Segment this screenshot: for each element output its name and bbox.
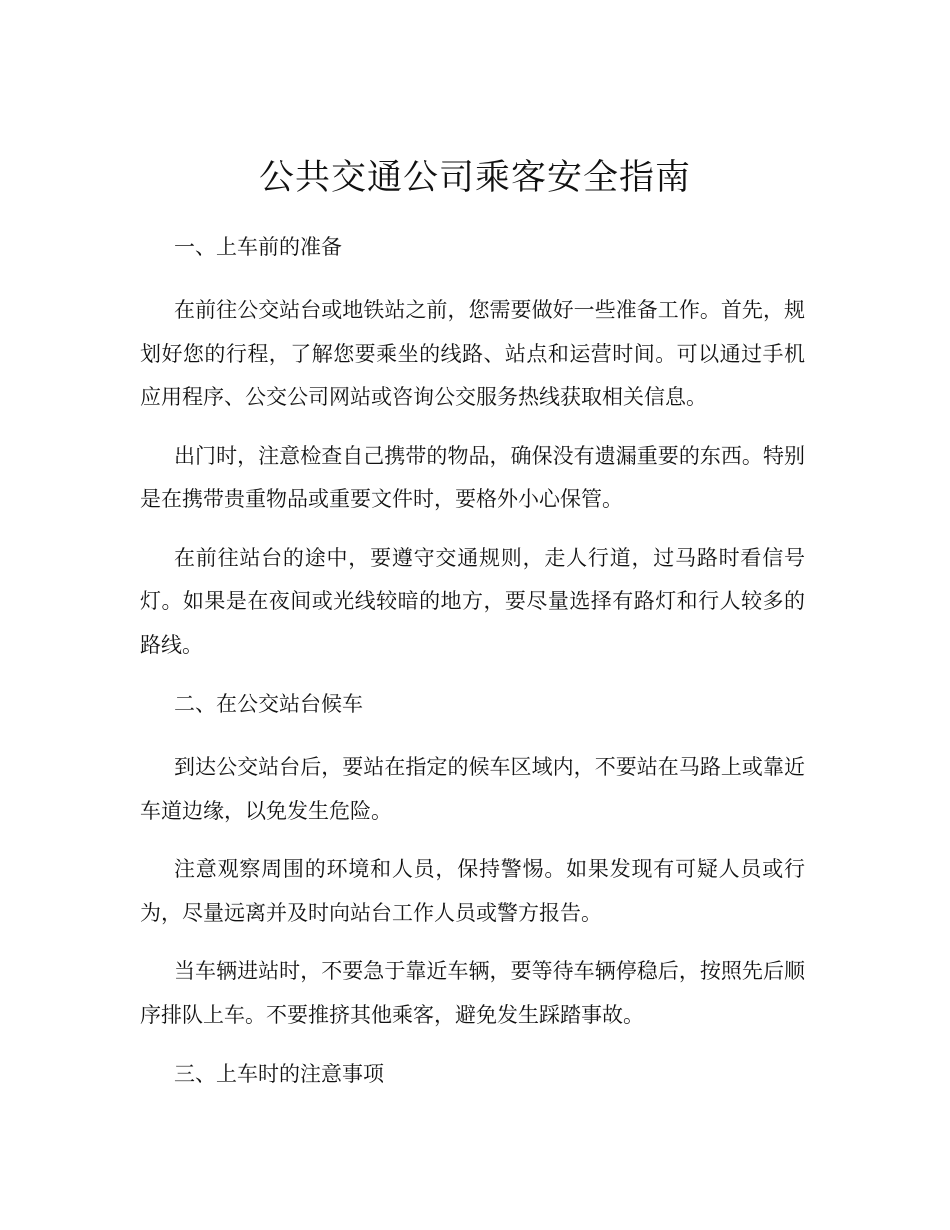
paragraph-1: 在前往公交站台或地铁站之前，您需要做好一些准备工作。首先，规划好您的行程，了解您要乘坐的线路、站点和运营时间。可以通过手机应用程序、公交公司网站或咨询公交服务热线获取相关信息。 — [140, 298, 805, 409]
section-heading-1: 一、上车前的准备 — [174, 235, 342, 259]
section-heading-2: 二、在公交站台候车 — [174, 692, 363, 716]
document-title: 公共交通公司乘客安全指南 — [258, 158, 691, 198]
section-heading-3: 三、上车时的注意事项 — [174, 1062, 384, 1086]
paragraph-3: 在前往站台的途中，要遵守交通规则，走人行道，过马路时看信号灯。如果是在夜间或光线较暗的地方，要尽量选择有路灯和行人较多的路线。 — [140, 545, 805, 657]
paragraph-2: 出门时，注意检查自己携带的物品，确保没有遗漏重要的东西。特别是在携带贵重物品或重要文件时，要格外小心保管。 — [140, 443, 805, 511]
paragraph-4: 到达公交站台后，要站在指定的候车区域内，不要站在马路上或靠近车道边缘，以免发生危险。 — [140, 755, 805, 823]
paragraph-6: 当车辆进站时，不要急于靠近车辆，要等待车辆停稳后，按照先后顺序排队上车。不要推挤其他乘客，避免发生踩踏事故。 — [140, 959, 805, 1027]
document-body — [140, 225, 805, 1116]
paragraph-5: 注意观察周围的环境和人员，保持警惕。如果发现有可疑人员或行为，尽量远离并及时向站台工作人员或警方报告。 — [140, 857, 805, 925]
